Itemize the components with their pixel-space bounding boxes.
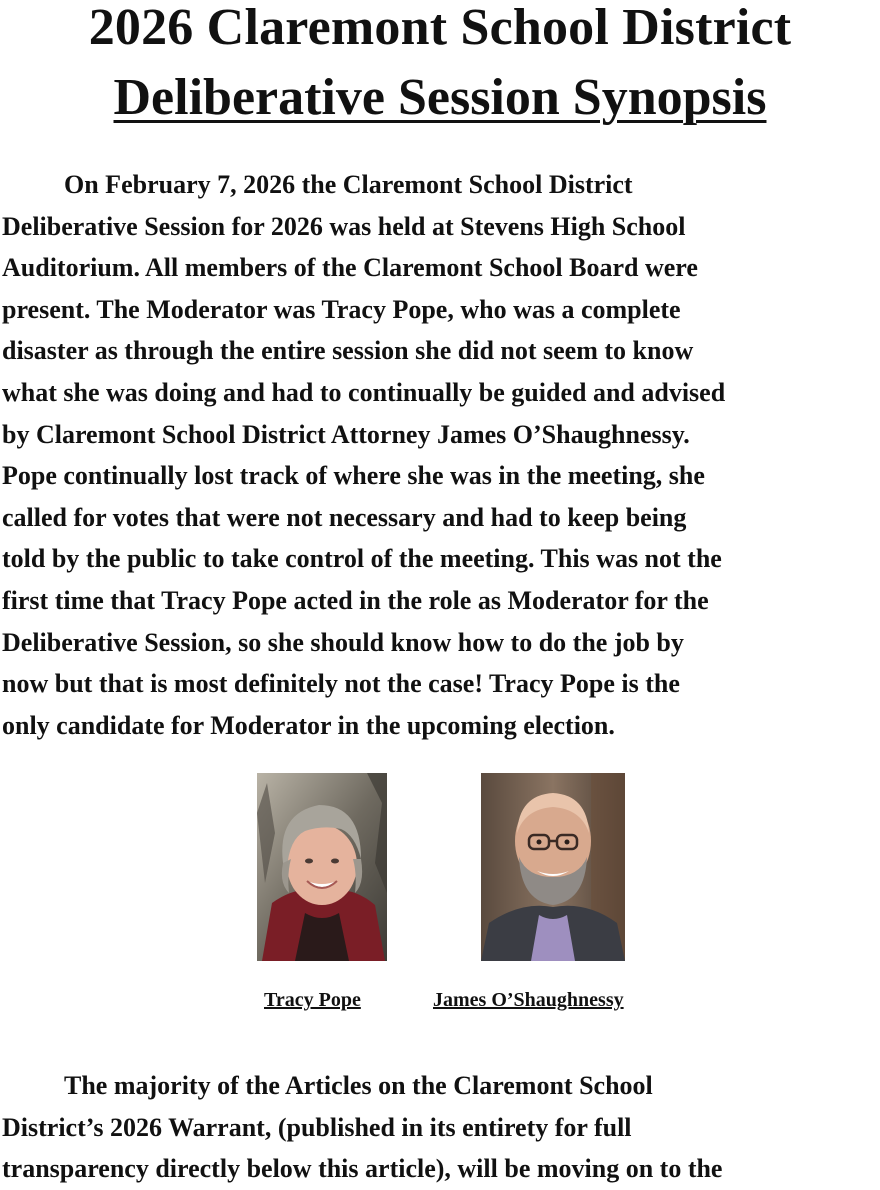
paragraph-line: called for votes that were not necessary and had to keep being bbox=[2, 502, 687, 532]
paragraph-line: The majority of the Articles on the Claremont School bbox=[64, 1071, 653, 1100]
paragraph-line: On February 7, 2026 the Claremont School District bbox=[64, 170, 633, 199]
james-oshaughnessy-caption: James O’Shaughnessy bbox=[433, 989, 624, 1011]
paragraph-line: District’s 2026 Warrant, (published in its entirety for full bbox=[2, 1112, 632, 1142]
page-title: 2026 Claremont School District bbox=[88, 0, 792, 56]
article-paragraph-2 bbox=[2, 1065, 880, 1190]
paragraph-line: Deliberative Session for 2026 was held at Stevens High School bbox=[2, 211, 686, 241]
tracy-pope-photo bbox=[257, 773, 387, 961]
page-subtitle-text: Deliberative Session Synopsis bbox=[113, 69, 767, 126]
page-subtitle bbox=[0, 69, 880, 126]
paragraph-line: now but that is most definitely not the case! Tracy Pope is the bbox=[2, 669, 680, 699]
paragraph-line: only candidate for Moderator in the upcoming election. bbox=[2, 710, 615, 740]
paragraph-line: first time that Tracy Pope acted in the role as Moderator for the bbox=[2, 585, 709, 615]
portrait-photo-icon bbox=[257, 773, 387, 961]
paragraph-line: Auditorium. All members of the Claremont School Board were bbox=[2, 253, 698, 283]
portrait-photo-icon bbox=[481, 773, 625, 961]
paragraph-line: Deliberative Session, so she should know how to do the job by bbox=[2, 627, 684, 657]
james-oshaughnessy-photo bbox=[481, 773, 625, 961]
tracy-pope-caption: Tracy Pope bbox=[264, 989, 361, 1011]
paragraph-line: by Claremont School District Attorney James O’Shaughnessy. bbox=[2, 419, 690, 449]
paragraph-line: Pope continually lost track of where she was in the meeting, she bbox=[2, 461, 705, 491]
paragraph-line: transparency directly below this article), will be moving on to the bbox=[2, 1154, 723, 1184]
paragraph-line: told by the public to take control of the meeting. This was not the bbox=[2, 544, 722, 574]
paragraph-line: disaster as through the entire session she did not seem to know bbox=[2, 336, 694, 366]
paragraph-line: what she was doing and had to continually be guided and advised bbox=[2, 377, 726, 407]
article-paragraph-1 bbox=[2, 164, 880, 746]
paragraph-line: present. The Moderator was Tracy Pope, who was a complete bbox=[2, 294, 681, 324]
